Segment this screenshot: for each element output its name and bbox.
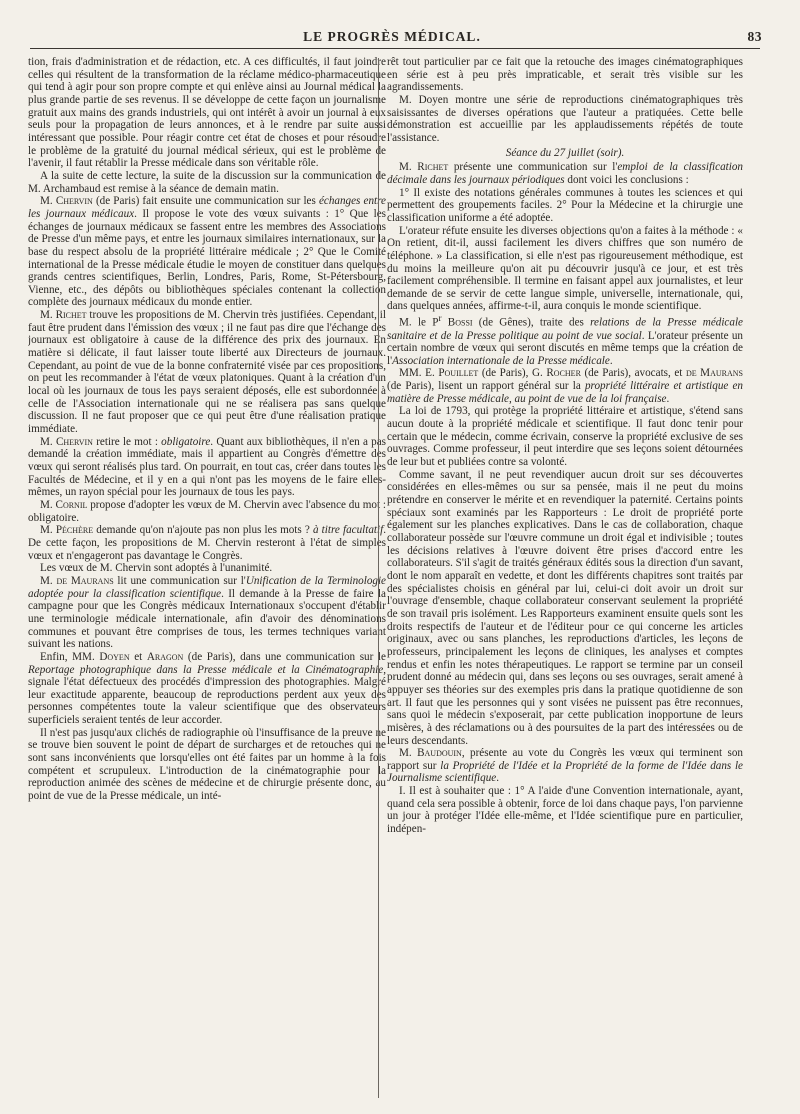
paragraph: rêt tout particulier par ce fait que la retouche des images cinématographiques en série est à peu près impraticable, et serait très visible sur les agrandissements. <box>387 56 743 94</box>
paragraph: Comme savant, il ne peut revendiquer aucun droit sur ses découvertes considérées en elles-mêmes ou sur sa pensée, mais il ne peut du moins prétendre en conserver le mérite et en revendiquer la paternité. Certains points spéciaux sont examinés par les Rapporteurs : Le droit de propriété porte également sur les planches explicatives. Dans le cas de collaboration, chaque collaborateur possède sur l'œuvre commune un droit égal et indivisible ; toutes les décisions relatives à l'œuvre doivent être prises d'accord entre les collaborateurs. S'il s'agit de traités généraux édités sous la direction d'un savant, dont le nom apparaît en vedette, et dont les différents chapitres sont traités par des spécialistes choisis en général par lui, celui-ci doit avoir un droit sur l'ouvrage d'ensemble, chaque collaborateur conservant seulement la propriété de son travail pris isolément. Les Rapporteurs examinent ensuite quels sont les droits respectifs de l'auteur et de l'éditeur pour ce qui concerne les articles originaux, avec ou sans planches, les reproductions d'articles, les leçons de professeurs, principalement les leçons de cliniques, les analyses et comptes rendus et enfin les notes thérapeutiques. Le rapport se termine par un conseil prudent donné au médecin qui, dans ses leçons ou ses ouvrages, serait amené à appuyer ses théories sur des exemples pris dans la pratique quotidienne de son art. Il faut que les personnes qui y sont visées ne puissent pas être reconnues, sans quoi le médecin s'exposerait, par cette publication inopportune de leurs misères, à des réclamations ou à des poursuites de la part des intéressées ou de leurs descendants. <box>387 468 743 747</box>
section-heading: Séance du 27 juillet (soir). <box>505 146 625 159</box>
page-header <box>22 25 762 45</box>
paragraph: A la suite de cette lecture, la suite de la discussion sur la communication de M. Archambaud est remise à la séance de demain matin. <box>28 169 386 195</box>
paragraph: M. de Maurans lit une communication sur l'Unification de la Terminologie adoptée pour la classification scientifique. Il demande à la Presse de faire la campagne pour que les Congrès médicaux Internationaux s'occupent d'établir une terminologie médicale internationale, afin d'avoir des dénominations communes et pouvant être comprises de tous, les termes techniques variant suivant les nations. <box>28 574 386 651</box>
paragraph: 1° Il existe des notations générales communes à toutes les sciences et qui permettent des groupements faciles. 2° Pour la Médecine et la chirurgie une classification uniforme a été adoptée. <box>387 186 743 224</box>
left-column <box>28 56 386 1106</box>
paragraph: M. Chervin (de Paris) fait ensuite une communication sur les échanges entre les journaux médicaux. Il propose le vote des vœux suivants : 1° Que les échanges de journaux médicaux se fassent entre les membres des Associations de Presse d'un même pays, et entre les journaux similaires internationaux, sur la base du respect absolu de la propriété littéraire médicale ; 2° Que le Comité international de la Presse médicale étudie le moyen de constituer dans quelques grands centres scientifiques, Berlin, Londres, Paris, Rome, St-Pétersbourg, Vienne, etc., des dépôts ou bibliothèques spéciales contenant la collection complète des journaux médicaux du monde entier. <box>28 195 386 309</box>
paragraph: M. Doyen montre une série de reproductions cinématographiques très saisissantes de diverses opérations que l'auteur a pratiquées. Cette belle démonstration est accueillie par les applaudissements répétés de toute l'assistance. <box>387 93 743 144</box>
right-column <box>387 56 743 1106</box>
paragraph: M. Richet trouve les propositions de M. Chervin très justifiées. Cependant, il faut être prudent dans l'émission des vœux ; il ne faut pas dire que l'échange des journaux est obligatoire à cause de la différence des prix des journaux. En matière si délicate, il faut laisser toute liberté aux Directeurs de journaux. Cependant, au point de vue de la bonne confraternité visée par ces propositions, on peut les recommander à l'état de vœux platoniques. Quant à la création d'un local où les journaux de tous les pays seraient déposés, elle est subordonnée à celle de l'Association internationale qui ne se réalisera pas sans quelque discussion. Il ne faut proposer que ce qui peut être d'une réalisation pratique immédiate. <box>28 309 386 436</box>
paragraph: M. Cornil propose d'adopter les vœux de M. Chervin avec l'absence du mot : obligatoire. <box>28 498 386 524</box>
paragraph: Il n'est pas jusqu'aux clichés de radiographie où l'insuffisance de la preuve ne se trouve bien souvent le point de départ de surcharges et de retouches qui ne sont sans inconvénients que lorsqu'elles ont été faites par un homme à la fois compétent et scrupuleux. L'introduction de la cinématographie pour la reproduction animée des scènes de médecine et de chirurgie présente donc, au point de vue de la Presse médicale, un inté- <box>28 726 386 803</box>
paragraph: M. Chervin retire le mot : obligatoire. Quant aux bibliothèques, il n'en a pas demandé la création immédiate, mais il appartient au Congrès d'émettre des vœux qui seront réalisés plus tard. On pourrait, en tout cas, créer dans toutes les Facultés de Médecine, et il y en a qui n'ont pas les moyens de le faire elles-mêmes, un rayon spécial pour les journaux de tous les pays. <box>28 435 386 499</box>
column-divider <box>378 58 379 1098</box>
page-title: LE PROGRÈS MÉDICAL. <box>303 29 481 44</box>
header-rule <box>30 48 760 49</box>
paragraph: La loi de 1793, qui protège la propriété littéraire et artistique, s'étend sans aucun doute à la propriété médicale et scientifique. Il faut donc tenir pour certain que le médecin, comme écrivain, conserve la propriété exclusive de ses ouvrages. Comme professeur, il peut interdire que ses leçons soient détournées de leur but et publiées contre sa volonté. <box>387 405 743 469</box>
paragraph: MM. E. Pouillet (de Paris), G. Rocher (de Paris), avocats, et de Maurans (de Paris), lisent un rapport général sur la propriété littéraire et artistique en matière de Presse médicale, au point de vue de la loi française. <box>387 367 743 405</box>
paragraph: M. Péchère demande qu'on n'ajoute pas non plus les mots ? à titre facultatif. De cette façon, les propositions de M. Chervin resteront à l'état de simples vœux et n'engageront pas davantage le Congrès. <box>28 524 386 562</box>
paragraph: Les vœux de M. Chervin sont adoptés à l'unanimité. <box>40 562 273 575</box>
paragraph: M. le $P^r$ Bossi (de Gênes), traite des relations de la Presse médicale sanitaire et de la Presse politique au point de vue social. L'orateur présente un certain nombre de vœux qui seront discutés en même temps que la création de l'Association internationale de la Presse médicale. <box>387 314 743 367</box>
page-number: 83 <box>747 29 762 44</box>
paragraph: M. Richet présente une communication sur l'emploi de la classification décimale dans les journaux périodiques dont voici les conclusions : <box>387 161 743 186</box>
paragraph: tion, frais d'administration et de rédaction, etc. A ces difficultés, il faut joindre celles qui résultent de la transformation de la réclame médico-pharmaceutique qui tend à agir pour son propre compte et qui enlève ainsi au Journal médical la plus grande partie de ses revenus. Il se développe de cette façon un journalisme gratuit aux mains des grands industriels, qui ont intérêt à avoir un journal à eux seuls pour la propagation de leurs annonces, et à le rendre par suite aussi intéressant que possible. Pour réagir contre cet état de choses et pour résoudre le problème de la gratuité du journal médical sérieux, qui est le problème de l'avenir, il faut rétablir la Presse médicale dans son véritable rôle. <box>28 56 386 170</box>
paragraph: M. Baudouin, présente au vote du Congrès les vœux qui terminent son rapport sur la Propriété de l'Idée et la Propriété de la forme de l'Idée dans le Journalisme scientifique. <box>387 747 743 785</box>
paragraph: L'orateur réfute ensuite les diverses objections qu'on a faites à la méthode : « On retient, dit-il, aussi facilement les divers chiffres que son numéro de téléphone. » La classification, si elle n'est pas rigoureusement méthodique, est du moins la meilleure qu'on ait pu découvrir jusqu'à ce jour, et est très facilement compréhensible. Il termine en faisant appel aux journalistes, et leur demande de se servir de cette langue simple, universelle, internationale, qui, dans quelques années, affirme-t-il, aura conquis le monde scientifique. <box>387 224 743 313</box>
paragraph: I. Il est à souhaiter que : 1° A l'aide d'une Convention internationale, ayant, quand cela sera possible à obtenir, force de loi dans chaque pays, l'on parvienne un jour à protéger l'Idée elle-même, et l'Idée scientifique pure en particulier, indépen- <box>387 785 743 836</box>
paragraph: Enfin, MM. Doyen et Aragon (de Paris), dans une communication sur le Reportage photographique dans la Presse médicale et la Cinématographie, signale l'état défectueux des procédés d'impression des photographies. Malgré leur exactitude apparente, beaucoup de reproductions perdent aux yeux des personnes compétentes toute la valeur scientifique que des observateurs superficiels seraient tentés de leur accorder. <box>28 650 386 727</box>
